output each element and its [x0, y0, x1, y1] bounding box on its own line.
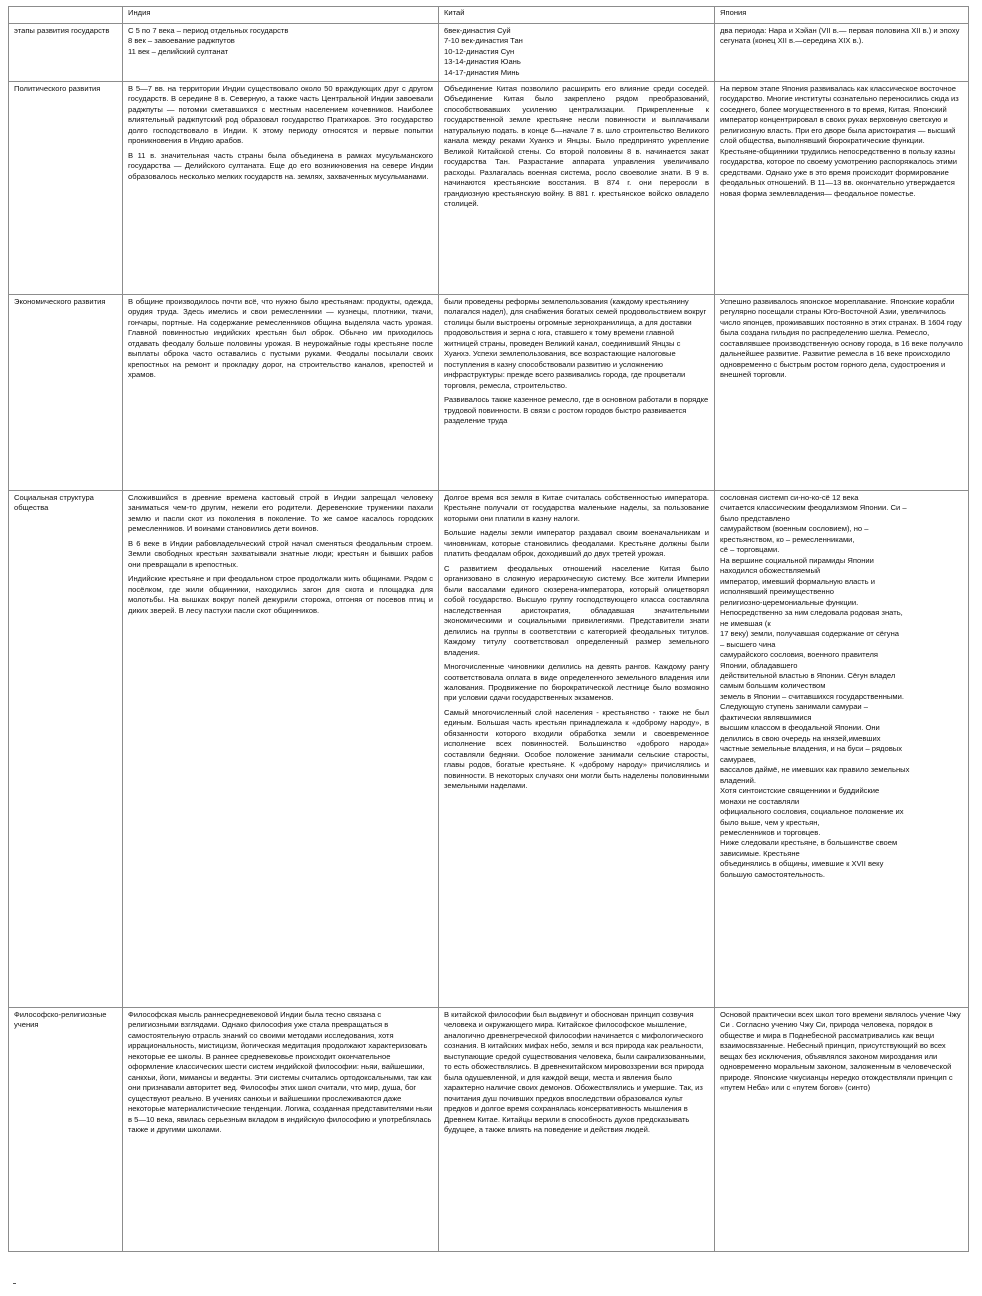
table-row: [9, 491, 969, 1008]
china-cell: Объединение Китая позволило расширить его влияние среди соседей. Объединение Китая было закреплено рядом преобразований, способствовавших усилению централизации. Прикрепленные к государственной земле крестьяне несли повинности и выплачивали натуральную подать. в конце 6—начале 7 в. шло строительство Великого канала между реками Хуанхэ и Янцзы. Было предпринято укрепление Великой Китайской стены. Со второй половины 8 в. начинается закат государства Тан. Разрастание аппарата управления увеличивало расходы. Разлагалась военная система, росло своеволие знати. В 9 в. начинаются крестьянские восстания. В 874 г. они переросли в грандиозную крестьянскую войну. В 881 г. крестьянское войско овладело столицей.: [439, 82, 715, 295]
china-cell: были проведены реформы землепользования (каждому крестьянину полагался надел), для снабжения богатых семей продовольствием вокруг столицы были выстроены огромные зернохранилища, а для доставки продовольствия и зерна с юга, ставшего к тому времени главной житницей страны, проведен Великий канал, соединивший Янцзы с Хуанхэ. Успехи землепользования, все возрастающие налоговые поступления в казну способствовали развитию и усложнению инфраструктуры: прежде всего развивались города, где процветали торговля, ремесла, строительство. Развивалось также казенное ремесло, где в основном работали в порядке трудовой повинности. В связи с ростом городов быстро развивается разделение труда: [439, 295, 715, 491]
header-japan: Япония: [715, 7, 969, 24]
row-label: Политического развития: [9, 82, 123, 295]
row-label: Философско-религиозные учения: [9, 1008, 123, 1252]
header-row: [9, 7, 969, 24]
table-row: [9, 1008, 969, 1252]
header-empty: [9, 7, 123, 24]
page-mark: [13, 1283, 16, 1284]
india-cell: В общине производилось почти всё, что нужно было крестьянам: продукты, одежда, орудия труда. Здесь имелись и свои ремесленники — кузнецы, плотники, ткачи, гончары, портные. На содержание ремесленников община выделяла часть урожая. Главной повинностью индийских крестьян был оброк. Обычно им приходилось отдавать феодалу больше половины урожая. В неурожайные годы крестьяне после выплаты оброка часто оставались с пустыми руками. Феодалы посылали своих крепостных на ремонт и прокладку дорог, на строительство каналов, крепостей и храмов.: [123, 295, 439, 491]
header-india: Индия: [123, 7, 439, 24]
japan-cell: На первом этапе Япония развивалась как классическое восточное государство. Многие институты сознательно переносились сюда из соседнего, более могущественного в то время, Китая. Японский император концентрировал в своих руках верховную светскую и религиозную власть. При его дворе была аристократия — высший слой общества, выполнявший бюрократические функции. Крестьяне-общинники трудились непосредственно в пользу казны государства, которое по своему усмотрению распоряжалось этими средствами. Однако уже в это время происходит формирование феодальных отношений. В 11—13 вв. окончательно утверждается новая форма землевладения— феодальное поместье.: [715, 82, 969, 295]
india-cell: Сложившийся в древние времена кастовый строй в Индии запрещал человеку заниматься чем-то другим, нежели его родители. Деревенские труженики пахали землю и пасли скот из поколения в поколение. То же самое касалось городских ремесленников. И воинами становились дети воинов. В 6 веке в Индии рабовладельческий строй начал сменяться феодальным строем. Земли свободных крестьян захватывали знатные люди; крестьян и бывших рабов они превращали в крепостных. Индийские крестьяне и при феодальном строе продолжали жить общинами. Рядом с посёлком, где жили общинники, находились загон для скота и площадка для молотьбы. На вышках вокруг полей дежурили сторожа, отгоняя от посевов птиц и диких зверей. В лесу пастухи пасли скот общинников.: [123, 491, 439, 1008]
china-cell: 6век-династия Суй 7-10 век-династия Тан 10-12-династия Сун 13-14-династия Юань 14-17-династия Минь: [439, 24, 715, 82]
china-cell: Долгое время вся земля в Китае считалась собственностью императора. Крестьяне получали от государства маленькие наделы, за пользование которыми они платили в казну налоги. Большие наделы земли император раздавал своим военачальникам и чиновникам, которые становились феодалами. Крестьяне должны были платить феодалам оброк, доходивший до двух третей урожая. С развитием феодальных отношений население Китая было организовано в сложную иерархическую систему. Все жители Империи были вассалами единого сюзерена-императора, который олицетворял собой государство. Высшую группу господствующего класса составляла наследственная аристократия, обладавшая значительными экономическими и социальными привилегиями. Представители знати делились на группы в соответствии с категорией феодальных титулов. Каждому титулу соответствовал определенный размер земельного владения. Многочисленные чиновники делились на девять рангов. Каждому рангу соответствовала оплата в виде определенного земельного владения или жалования. Продвижение по бюрократической лестнице было возможно при условии сдачи государственных экзаменов. Самый многочисленный слой населения - крестьянство - также не был единым. Большая часть крестьян принадлежала к «доброму народу», в обязанности которого входили обработка земли и своевременное исполнение всех повинностей. Большинство «доброго народа» составляли бедняки. Особое положение занимали сельские старосты, главы родов, богатые крестьяне. К «доброму народу» причислялись и повинности. В некоторых случаях они могли быть наделены половинными земельными наделами.: [439, 491, 715, 1008]
row-label: этапы развития государств: [9, 24, 123, 82]
japan-cell: сословная системп си-но-ко-сё 12 века считается классическим феодализмом Японии. Си – было представлено самурайством (военным сословием), но – крестьянством, ко – ремесленниками, сё – торговцами. На вершине социальной пирамиды Японии находился обожествляемый император, имевший формальную власть и исполнявший преимущественно религиозно-церемониальные функции. Непосредственно за ним следовала родовая знать, не имевшая (к 17 веку) земли, получавшая содержание от сёгуна – высшего чина самурайского сословия, военного правителя Японии, обладавшего действительной властью в Японии. Сёгун владел самым большим количеством земель в Японии – считавшихся государственными. Следующую ступень занимали самураи – фактически являвшимися высшим классом в феодальной Японии. Они делились в свою очередь на князей,имевших частные земельные владения, и на буси – рядовых самураев, вассалов даймё, не имевших как правило земельных владений. Хотя синтоистские священники и буддийские монахи не составляли официального сословия, социальное положение их было выше, чем у крестьян, ремесленников и торговцев. Ниже следовали крестьяне, в большинстве своем зависимые. Крестьяне объединялись в общины, имевшие к XVII веку большую самостоятельность.: [715, 491, 969, 1008]
india-cell: Философская мысль раннесредневековой Индии была тесно связана с религиозными взглядами. Однако философия уже стала превращаться в самостоятельную отрасль знаний со своими методами исследования, хотя иррациональность, мистицизм, йогическая медитация продолжают характеризовать некоторые ее школы. В раннее средневековье происходит окончательное оформление классических шести систем индийской философии: ньяи, вайшешики, санкхьи, йоги, мимансы и веданты. Эти системы считались ортодоксальными, так как они признавали авторитет вед. Философы этих школ считали, что мир, душа, бог существуют реально. В учениях санкхьи и вайшешики прослеживаются даже некоторые материалистические тенденции. Логика, созданная представителями ньяи в 5—10 века, явилась серьезным вкладом в индийскую философию и употреблялась также и другими школами.: [123, 1008, 439, 1252]
row-label: Экономического развития: [9, 295, 123, 491]
table-row: [9, 82, 969, 295]
japan-cell: Основой практически всех школ того времени являлось учение Чжу Си . Согласно учению Чжу Си, природа человека, порядок в обществе и мира в Поднебесной рассматривались как вещи взаимосвязанные. Небесный принцип, присутствующий во всех вещах без исключения, объявлялся законом мироздания или одновременно моральным законом, заложенным в человеческой природе. Японские чжусианцы нередко отождествляли принцип с «путем Неба» или с «путем богов» (синто): [715, 1008, 969, 1252]
india-cell: С 5 по 7 века – период отдельных государств 8 век – завоевание раджпутов 11 век – делийский султанат: [123, 24, 439, 82]
table-row: [9, 295, 969, 491]
comparison-table: [8, 6, 969, 1252]
japan-cell: два периода: Нара и Хэйан (VII в.— первая половина XII в.) и эпоху сегуната (конец XII в.—середина XIX в.).: [715, 24, 969, 82]
china-cell: В китайской философии был выдвинут и обоснован принцип созвучия человека и окружающего мира. Китайское философское мышление, аналогично древнегреческой философии начинается с мифологического сознания. В китайских мифах небо, земля и вся природа как реальности, выступающие средой существования человека, были сакрализованными, то есть обожествлялись. В древнекитайском мировоззрении вся природа была одушевленной, и для каждой вещи, места и явления было характерно наличие своих демонов. Обожествлялись и умершие. Так, из почитания душ почивших предков впоследствии образовался культ предков и долгое время сохранялась консервативность мышления в Древнем Китае. Китайцы верили в способность духов предсказывать будущее, а также влиять на поведение и действия людей.: [439, 1008, 715, 1252]
india-cell: В 5—7 вв. на территории Индии существовало около 50 враждующих друг с другом государств. В середине 8 в. Северную, а также часть Центральной Индии завоевали раджпуты — потомки сметавшихся с местным населением кочевников. Наиболее влиятельный раджпутский род образовал государство Пратихаров. Это государство долго господствовало в Индии. К этому периоду относятся и первые попытки проникновения в Индию арабов. В 11 в. значительная часть страны была объединена в рамках мусульманского государства — Делийского султаната. Еще до его возникновения на севере Индии образовалось несколько мелких государств на. землях, захваченных мусульманами.: [123, 82, 439, 295]
japan-cell: Успешно развивалось японское мореплавание. Японские корабли регулярно посещали страны Юго-Восточной Азии, увеличилось число японцев, проживавших постоянно в этих странах. В 1604 году была создана гильдия по распределению шелка. Ремесло, составлявшее производственную основу города, в 16 веке получило дальнейшее развитие. Развитие ремесла в 16 веке происходило одновременно с быстрым ростом горного дела, судостроения и внешней торговли.: [715, 295, 969, 491]
table-row: [9, 24, 969, 82]
row-label: Социальная структура общества: [9, 491, 123, 1008]
header-china: Китай: [439, 7, 715, 24]
